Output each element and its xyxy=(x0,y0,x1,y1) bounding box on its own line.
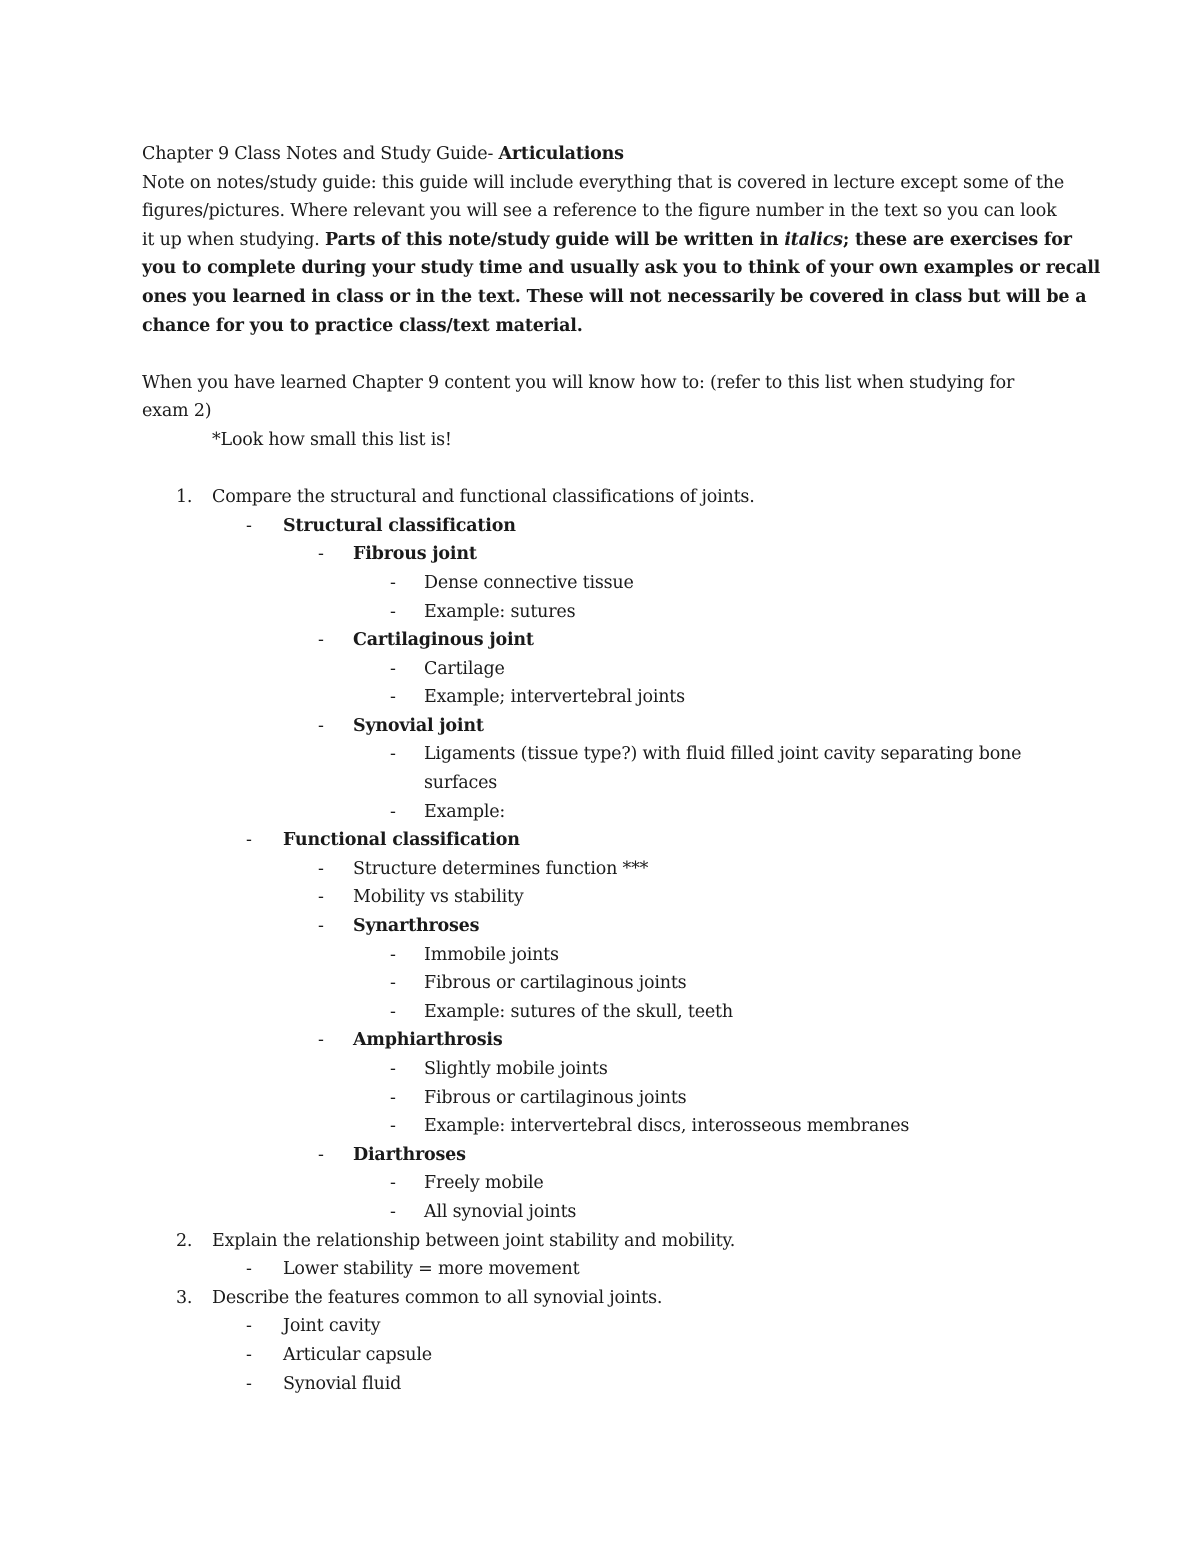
bullet-item xyxy=(142,626,1062,655)
bullet-item xyxy=(142,569,1062,598)
bullet-text: Structural classification xyxy=(283,515,516,536)
spacer xyxy=(142,340,1062,369)
title-bold: Articulations xyxy=(498,144,624,164)
bullet-text: Freely mobile xyxy=(424,1173,544,1194)
note-paragraph xyxy=(142,169,1101,341)
bullet-text: Structure determines function *** xyxy=(353,858,649,879)
bullet-item xyxy=(142,855,1062,884)
note-bold-line: you to complete during your study time and usually ask you to think of your own examples or recall xyxy=(142,258,1101,279)
dash-marker: - xyxy=(390,1116,396,1137)
bullet-item xyxy=(142,1169,1062,1198)
bullet-item xyxy=(142,1055,1062,1084)
dash-marker: - xyxy=(318,1030,324,1051)
bullet-text: Joint cavity xyxy=(283,1316,381,1337)
note-line xyxy=(142,254,1101,283)
dash-marker: - xyxy=(390,944,396,965)
bullet-text: Mobility vs stability xyxy=(353,887,524,908)
note-bold-line: chance for you to practice class/text material. xyxy=(142,315,583,336)
bullet-text: Example: xyxy=(424,801,506,822)
bullet-text: Example: intervertebral discs, interosseous membranes xyxy=(424,1116,910,1137)
dash-marker: - xyxy=(390,601,396,622)
bullet-text: Synovial joint xyxy=(353,715,484,736)
dash-marker: - xyxy=(318,916,324,937)
note-bold-end: ; these are exercises for xyxy=(842,229,1072,250)
list-item xyxy=(142,1227,1062,1256)
intro-line: When you have learned Chapter 9 content you will know how to: (refer to this list when studying for xyxy=(142,372,1015,393)
intro-line: exam 2) xyxy=(142,401,212,422)
bullet-text: Immobile joints xyxy=(424,944,559,965)
note-italic: italics xyxy=(784,229,843,250)
bullet-item xyxy=(142,1370,1062,1399)
dash-marker: - xyxy=(246,1373,252,1394)
intro-aside: *Look how small this list is! xyxy=(212,429,452,450)
dash-marker: - xyxy=(246,1344,252,1365)
list-item xyxy=(142,1284,1062,1313)
list-number: 1. xyxy=(176,487,193,508)
objectives-list xyxy=(142,483,1062,1398)
intro-paragraph xyxy=(142,369,1062,455)
dash-marker: - xyxy=(390,744,396,765)
bullet-text: Fibrous joint xyxy=(353,544,477,565)
note-bold-line: ones you learned in class or in the text. These will not necessarily be covered in class but will be a xyxy=(142,286,1087,307)
document-title xyxy=(142,140,1062,169)
dash-marker: - xyxy=(318,715,324,736)
bullet-item xyxy=(142,740,1062,797)
bullet-item xyxy=(142,1112,1062,1141)
dash-marker: - xyxy=(318,544,324,565)
bullet-text: Cartilaginous joint xyxy=(353,630,534,651)
bullet-text: Fibrous or cartilaginous joints xyxy=(424,973,687,994)
bullet-text: Synovial fluid xyxy=(283,1373,402,1394)
dash-marker: - xyxy=(390,801,396,822)
bullet-item xyxy=(142,598,1062,627)
bullet-text: Example: sutures of the skull, teeth xyxy=(424,1001,733,1022)
list-number: 2. xyxy=(176,1230,193,1251)
bullet-item xyxy=(142,1084,1062,1113)
bullet-text: Fibrous or cartilaginous joints xyxy=(424,1087,687,1108)
dash-marker: - xyxy=(318,630,324,651)
dash-marker: - xyxy=(390,1201,396,1222)
dash-marker: - xyxy=(318,887,324,908)
bullet-text: Amphiarthrosis xyxy=(353,1030,503,1051)
bullet-item xyxy=(142,912,1062,941)
bullet-text: Lower stability = more movement xyxy=(283,1259,580,1280)
dash-marker: - xyxy=(318,1144,324,1165)
bullet-item xyxy=(142,655,1062,684)
note-line xyxy=(142,226,1072,255)
note-bold: Parts of this note/study guide will be written in xyxy=(325,229,785,250)
bullet-item xyxy=(142,998,1062,1027)
bullet-item xyxy=(142,1141,1062,1170)
dash-marker: - xyxy=(390,973,396,994)
bullet-text: Example: sutures xyxy=(424,601,576,622)
dash-marker: - xyxy=(390,1059,396,1079)
note-line xyxy=(142,283,1087,312)
dash-marker: - xyxy=(246,1316,252,1337)
bullet-item xyxy=(142,1255,1062,1284)
bullet-item xyxy=(142,540,1062,569)
bullet-item xyxy=(142,883,1062,912)
dash-marker: - xyxy=(390,658,396,679)
note-line xyxy=(142,312,1062,341)
bullet-text: Functional classification xyxy=(283,830,520,851)
dash-marker: - xyxy=(246,1259,252,1280)
bullet-text: Example; intervertebral joints xyxy=(424,687,685,708)
note-line: Note on notes/study guide: this guide will include everything that is covered in lecture except some of the xyxy=(142,172,1065,193)
list-text: Describe the features common to all synovial joints. xyxy=(212,1287,663,1308)
bullet-item xyxy=(142,969,1062,998)
bullet-item xyxy=(142,798,1062,827)
title-prefix: Chapter 9 Class Notes and Study Guide- xyxy=(142,144,499,164)
dash-marker: - xyxy=(390,572,396,593)
dash-marker: - xyxy=(390,1173,396,1194)
bullet-text: All synovial joints xyxy=(424,1201,577,1222)
dash-marker: - xyxy=(390,1001,396,1022)
dash-marker: - xyxy=(318,858,324,879)
bullet-item xyxy=(142,1198,1062,1227)
bullet-item xyxy=(142,683,1062,712)
bullet-text: Cartilage xyxy=(424,658,505,679)
note-line: figures/pictures. Where relevant you will see a reference to the figure number in the text so you can look xyxy=(142,201,1057,222)
bullet-text: Diarthroses xyxy=(353,1144,466,1165)
list-text: Explain the relationship between joint stability and mobility. xyxy=(212,1230,736,1251)
bullet-item xyxy=(142,1312,1062,1341)
bullet-item xyxy=(142,1341,1062,1370)
dash-marker: - xyxy=(390,1087,396,1108)
list-text: Compare the structural and functional classifications of joints. xyxy=(212,487,755,508)
bullet-text: Synarthroses xyxy=(353,916,480,937)
document-body xyxy=(142,140,1101,1398)
list-number: 3. xyxy=(176,1287,193,1308)
dash-marker: - xyxy=(390,687,396,708)
bullet-item xyxy=(142,712,1062,741)
spacer xyxy=(142,455,1062,484)
note-plain: it up when studying. xyxy=(142,229,326,250)
bullet-text: Slightly mobile joints xyxy=(424,1059,608,1079)
bullet-item xyxy=(142,941,1062,970)
list-item xyxy=(142,483,1062,512)
bullet-text: Dense connective tissue xyxy=(424,572,634,593)
bullet-item xyxy=(142,512,1062,541)
bullet-text: Articular capsule xyxy=(283,1344,432,1365)
dash-marker: - xyxy=(246,515,252,536)
bullet-item xyxy=(142,1026,1062,1055)
bullet-text: Ligaments (tissue type?) with fluid filled joint cavity separating bone surfaces xyxy=(424,744,1022,794)
bullet-item xyxy=(142,826,1062,855)
dash-marker: - xyxy=(246,830,252,851)
